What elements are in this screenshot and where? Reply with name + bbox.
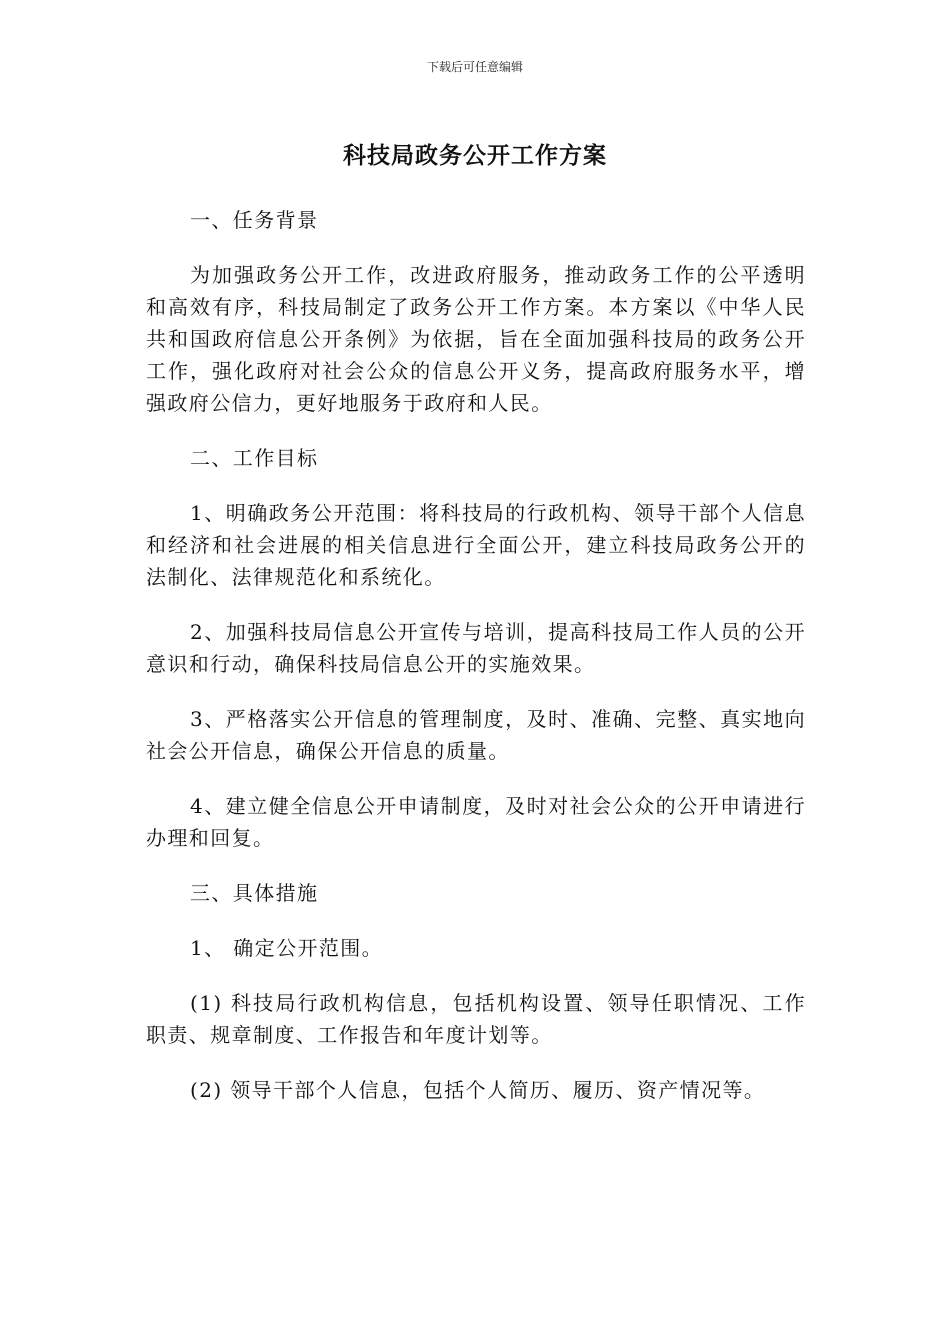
paragraph-goal-4: 4、建立健全信息公开申请制度，及时对社会公众的公开申请进行办理和回复。	[146, 794, 806, 850]
paragraph-background: 为加强政务公开工作，改进政府服务，推动政务工作的公平透明和高效有序，科技局制定了政务公开工作方案。本方案以《中华人民共和国政府信息公开条例》为依据，旨在全面加强科技局的政务公开工作，强化政府对社会公众的信息公开义务，提高政府服务水平，增强政府公信力，更好地服务于政府和人民。	[146, 263, 806, 415]
section-heading-measures: 三、具体措施	[190, 881, 319, 905]
paragraph-goal-1: 1、明确政务公开范围：将科技局的行政机构、领导干部个人信息和经济和社会进展的相关信息进行全面公开，建立科技局政务公开的法制化、法律规范化和系统化。	[146, 501, 806, 589]
document-body	[146, 204, 806, 1129]
measure-item-1: 1、 确定公开范围。	[190, 936, 384, 960]
header-note: 下载后可任意编辑	[426, 60, 523, 74]
section-heading-background: 一、任务背景	[190, 208, 319, 232]
document-title: 科技局政务公开工作方案	[343, 143, 607, 169]
paragraph-goal-3: 3、严格落实公开信息的管理制度，及时、准确、完整、真实地向社会公开信息，确保公开信息的质量。	[146, 707, 806, 763]
measure-subitem-1: (1) 科技局行政机构信息，包括机构设置、领导任职情况、工作职责、规章制度、工作报告和年度计划等。	[146, 991, 806, 1047]
paragraph-goal-2: 2、加强科技局信息公开宣传与培训，提高科技局工作人员的公开意识和行动，确保科技局信息公开的实施效果。	[146, 620, 806, 676]
section-heading-goals: 二、工作目标	[190, 446, 319, 470]
measure-subitem-2: (2) 领导干部个人信息，包括个人简历、履历、资产情况等。	[190, 1078, 766, 1102]
